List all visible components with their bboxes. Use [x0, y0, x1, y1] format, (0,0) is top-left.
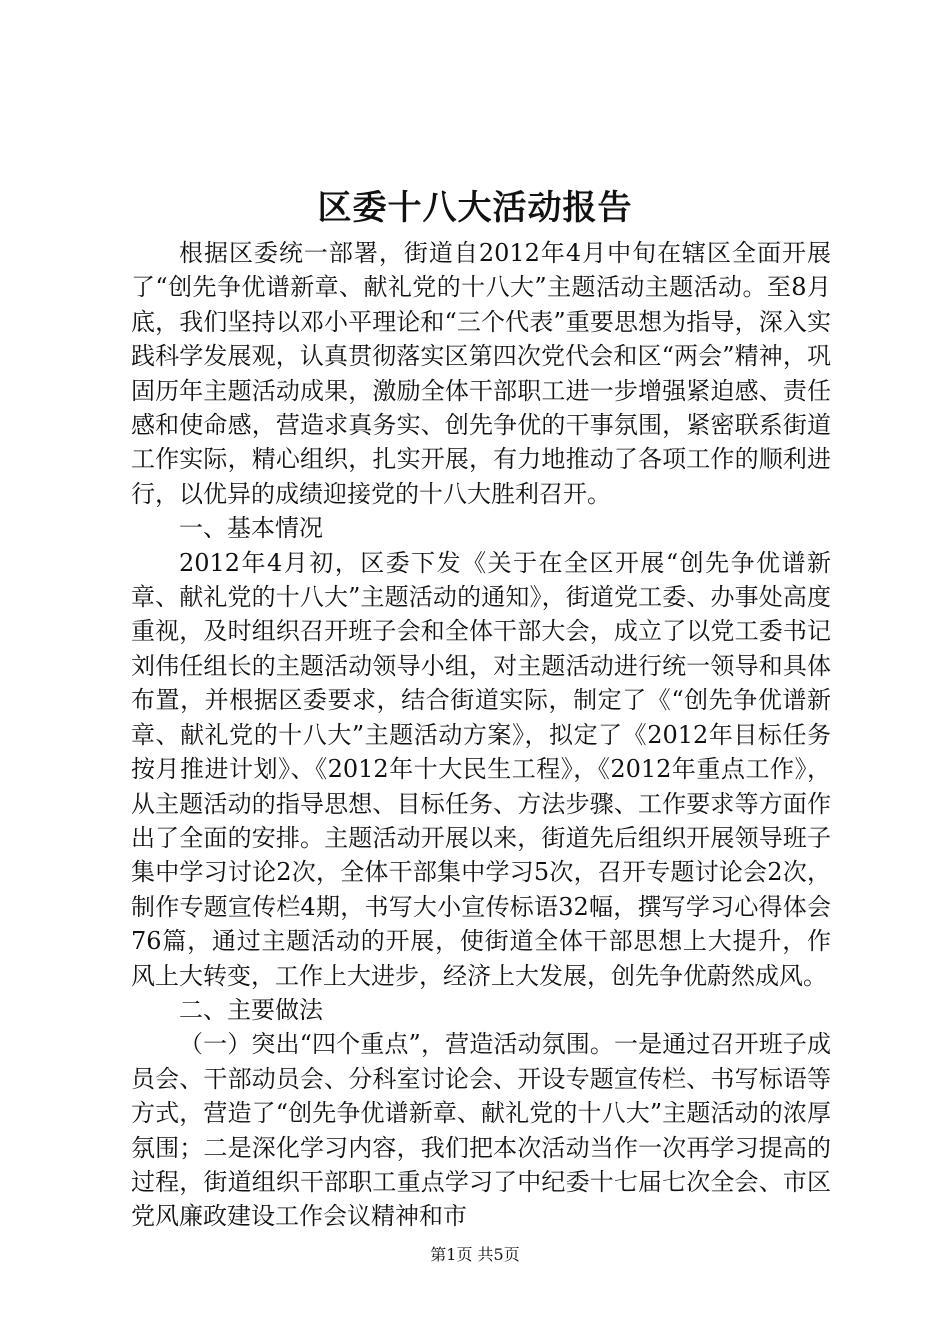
- section-heading-main-methods: 二、主要做法: [179, 995, 323, 1024]
- document-body: [131, 236, 831, 1234]
- section-heading-basic-situation: 一、基本情况: [179, 514, 323, 543]
- paragraph-intro: 根据区委统一部署，街道自2012年4月中旬在辖区全面开展了“创先争优谱新章、献礼党的十八大”主题活动主题活动。至8月底，我们坚持以邓小平理论和“三个代表”重要思想为指导，深入实践科学发展观，认真贯彻落实区第四次党代会和区“两会”精神，巩固历年主题活动成果，激励全体干部职工进一步增强紧迫感、责任感和使命感，营造求真务实、创先争优的干事氛围，紧密联系街道工作实际，精心组织，扎实开展，有力地推动了各项工作的顺利进行，以优异的成绩迎接党的十八大胜利召开。: [131, 239, 831, 508]
- paragraph-basic-situation: 2012年4月初，区委下发《关于在全区开展“创先争优谱新章、献礼党的十八大”主题活动的通知》，街道党工委、办事处高度重视，及时组织召开班子会和全体干部大会，成立了以党工委书记刘伟任组长的主题活动领导小组，对主题活动进行统一领导和具体布置，并根据区委要求，结合街道实际，制定了《“创先争优谱新章、献礼党的十八大”主题活动方案》，拟定了《2012年目标任务按月推进计划》、《2012年十大民生工程》，《2012年重点工作》，从主题活动的指导思想、目标任务、方法步骤、工作要求等方面作出了全面的安排。主题活动开展以来，街道先后组织开展领导班子集中学习讨论2次，全体干部集中学习5次，召开专题讨论会2次，制作专题宣传栏4期，书写大小宣传标语32幅，撰写学习心得体会76篇，通过主题活动的开展，使街道全体干部思想上大提升，作风上大转变，工作上大进步，经济上大发展，创先争优蔚然成风。: [131, 548, 831, 990]
- paragraph-main-methods: （一）突出“四个重点”，营造活动氛围。一是通过召开班子成员会、干部动员会、分科室讨论会、开设专题宣传栏、书写标语等方式，营造了“创先争优谱新章、献礼党的十八大”主题活动的浓厚氛围；二是深化学习内容，我们把本次活动当作一次再学习提高的过程，街道组织干部职工重点学习了中纪委十七届七次全会、市区党风廉政建设工作会议精神和市: [131, 1030, 831, 1231]
- page-number-footer: 第1页 共5页: [430, 1245, 520, 1264]
- document-title: 区委十八大活动报告: [317, 188, 633, 228]
